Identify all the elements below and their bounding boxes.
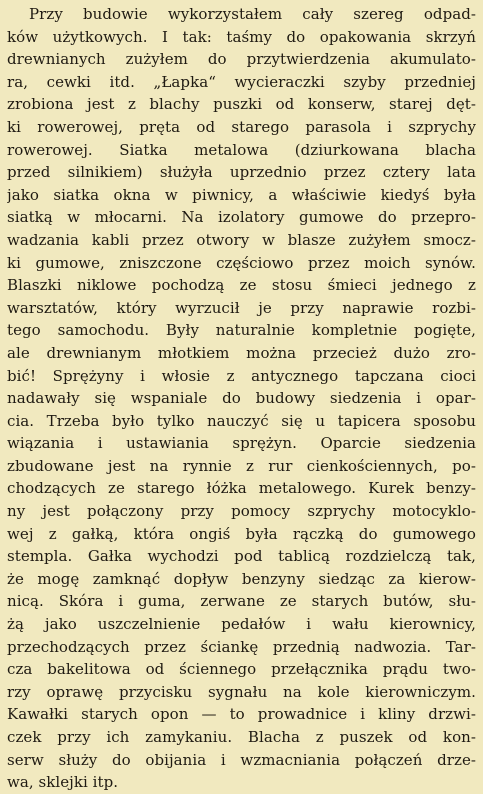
text-line: bić! Sprężyny i włosie z antycznego tapczana cioci	[7, 366, 476, 385]
text-line: zbudowane jest na rynnie z rur cienkościennych, po-	[7, 456, 476, 475]
text-line: zrobiona jest z blachy puszki od konserw, starej dęt-	[7, 95, 476, 114]
text-line: drewnianych zużyłem do przytwierdzenia akumulato-	[7, 50, 476, 69]
text-line: ki rowerowej, pręta od starego parasola i szprychy	[7, 117, 476, 136]
text-line: Przy budowie wykorzystałem cały szereg odpad-	[29, 5, 476, 23]
text-line: cia. Trzeba było tylko nauczyć się u tapicera sposobu	[7, 411, 476, 430]
text-line: nadawały się wspaniale do budowy siedzenia i opar-	[7, 389, 476, 408]
text-line: ale drewnianym młotkiem można przecież dużo zro-	[7, 343, 476, 362]
text-line: wej z gałką, która ongiś była rączką do gumowego	[7, 524, 476, 543]
text-line: ki gumowe, zniszczone częściowo przez moich synów.	[7, 253, 476, 272]
text-line: serw służy do obijania i wzmacniania połączeń drze-	[7, 750, 476, 769]
text-line: warsztatów, który wyrzucił je przy naprawie rozbi-	[7, 298, 476, 317]
text-line: jako siatka okna w piwnicy, a właściwie kiedyś była	[7, 185, 476, 204]
text-line: Blaszki niklowe pochodzą ze stosu śmieci jednego z	[7, 276, 476, 295]
text-line: wadzania kabli przez otwory w blasze zużyłem smocz-	[7, 230, 476, 249]
text-line: cza bakelitowa od ściennego przełącznika prądu two-	[7, 660, 476, 679]
text-line: że mogę zamknąć dopływ benzyny siedząc za kierow-	[7, 569, 476, 588]
text-line: nicą. Skóra i guma, zerwane ze starych butów, słu-	[7, 592, 476, 611]
text-line: wa, sklejki itp.	[7, 773, 119, 792]
text-line: Kawałki starych opon — to prowadnice i kliny drzwi-	[7, 705, 476, 724]
text-line: przechodzących przez ściankę przednią nadwozia. Tar-	[7, 637, 476, 656]
text-line: ra, cewki itd. „Łapka“ wycieraczki szyby przedniej	[7, 72, 476, 91]
text-line: ny jest połączony przy pomocy szprychy motocyklo-	[7, 502, 476, 521]
text-line: tego samochodu. Były naturalnie kompletnie pogięte,	[7, 321, 476, 340]
text-line: czek przy ich zamykaniu. Blacha z puszek od kon-	[7, 728, 476, 746]
text-line: chodzących ze starego łóżka metalowego. Kurek benzy-	[7, 479, 476, 498]
text-line: stempla. Gałka wychodzi pod tablicą rozdzielczą tak,	[7, 547, 476, 566]
text-line: wiązania i ustawiania sprężyn. Oparcie siedzenia	[7, 434, 476, 453]
text-line: rzy oprawę przycisku sygnału na kole kierowniczym.	[7, 682, 476, 701]
text-line: siatką w młocarni. Na izolatory gumowe do przepro-	[7, 208, 476, 227]
text-line: żą jako uszczelnienie pedałów i wału kierownicy,	[7, 615, 476, 634]
text-line: rowerowej. Siatka metalowa (dziurkowana blacha	[7, 140, 476, 159]
text-line: ków użytkowych. I tak: taśmy do opakowania skrzyń	[7, 27, 476, 46]
text-line: przed silnikiem) służyła uprzednio przez cztery lata	[7, 163, 476, 182]
